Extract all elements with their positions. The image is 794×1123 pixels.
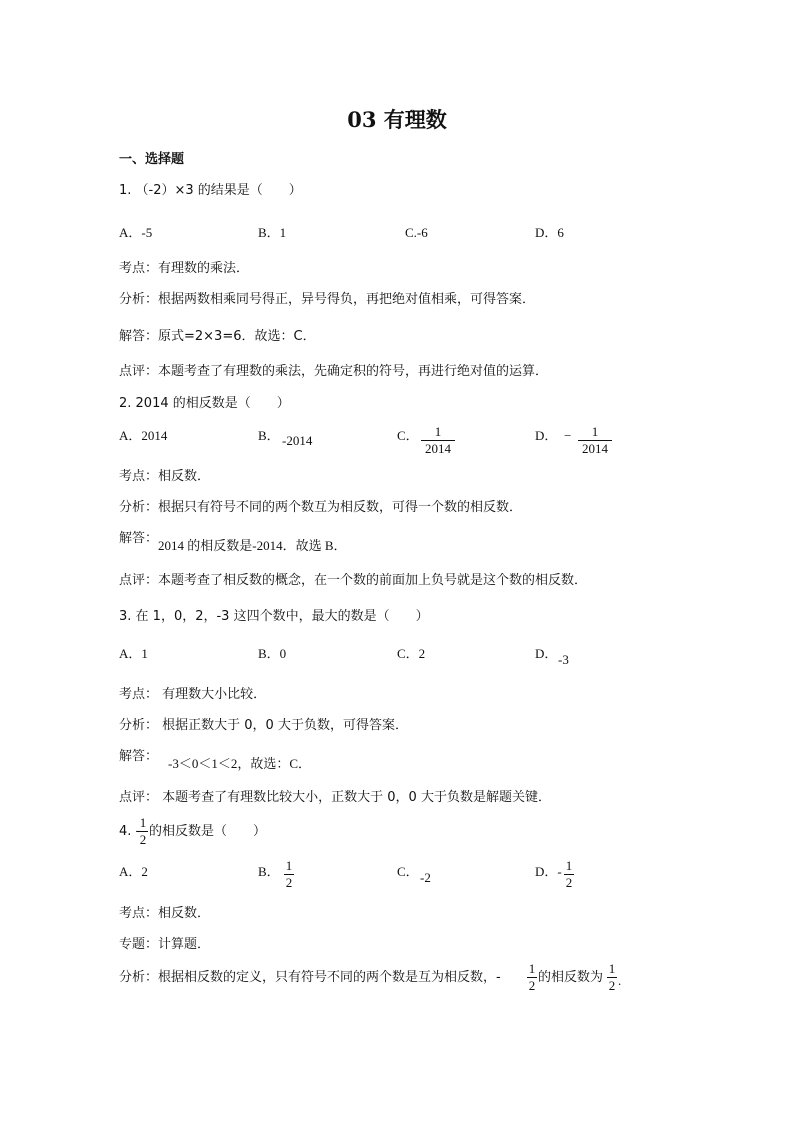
q4-option-b-denominator: 2 [285, 875, 293, 890]
q4-stem-suffix: 的相反数是（ ） [149, 824, 267, 839]
q3-option-b: B．0 [258, 646, 287, 661]
q2-option-d-numerator: 1 [591, 424, 599, 439]
q4-fenxi-fraction-1 [527, 962, 537, 993]
q4-fenxi-numerator-2: 1 [608, 961, 616, 976]
q1-option-a: A．-5 [119, 225, 153, 240]
q1-option-c: C.-6 [405, 225, 428, 240]
q1-kaodian: 考点：有理数的乘法． [119, 261, 250, 276]
section-heading: 一、选择题 [119, 152, 185, 167]
q2-option-d-fraction [578, 425, 612, 456]
q4-stem-denominator: 2 [139, 832, 147, 847]
q4-fenxi-fraction-2 [607, 962, 617, 993]
q4-fenxi-denominator-1: 2 [528, 978, 536, 993]
q4-option-d-fraction [564, 859, 574, 890]
q3-stem: 3. 在 1，0，2，-3 这四个数中，最大的数是（ ） [119, 609, 429, 624]
q2-fenxi: 分析：根据只有符号不同的两个数互为相反数，可得一个数的相反数． [119, 500, 523, 515]
q1-option-b: B．1 [258, 225, 287, 240]
q1-stem: 1. （-2）×3 的结果是（ ） [119, 183, 302, 198]
q2-option-d-sign: − [564, 428, 572, 443]
q3-dianping: 点评： 本题考查了有理数比较大小，正数大于 0，0 大于负数是解题关键． [119, 790, 551, 805]
q4-option-c-label: C． [397, 864, 419, 879]
q2-option-b-value: -2014 [282, 433, 313, 448]
q4-option-d-label: D．- [535, 864, 562, 879]
q4-fenxi-text: 分析：根据相反数的定义，只有符号不同的两个数是互为相反数，- [119, 970, 501, 985]
q3-kaodian: 考点： 有理数大小比较． [119, 687, 267, 702]
q4-kaodian: 考点：相反数． [119, 906, 211, 921]
q4-option-b-numerator: 1 [285, 858, 293, 873]
q1-jieda: 解答：原式=2×3=6．故选：C． [119, 329, 316, 344]
q4-option-a: A．2 [119, 864, 148, 879]
q4-option-b-fraction [284, 859, 294, 890]
q2-stem: 2. 2014 的相反数是（ ） [119, 396, 290, 411]
q4-option-b-label: B． [258, 864, 280, 879]
q2-dianping: 点评：本题考查了相反数的概念，在一个数的前面加上负号就是这个数的相反数． [119, 573, 588, 588]
q2-kaodian: 考点：相反数． [119, 469, 211, 484]
q2-jieda-label: 解答： [119, 531, 159, 546]
q2-option-b-label: B． [258, 428, 280, 443]
q3-jieda-text: -3＜0＜1＜2，故选：C． [168, 756, 312, 771]
q2-option-c-fraction [421, 425, 455, 456]
q4-fenxi-end: . [618, 973, 622, 988]
q2-option-c-denominator: 2014 [425, 441, 451, 456]
q4-fenxi-mid: 的相反数为 [538, 970, 604, 985]
q4-stem-fraction [138, 816, 148, 847]
q4-option-c-value: -2 [420, 870, 431, 885]
q3-jieda-label: 解答： [119, 749, 159, 764]
q4-option-d-numerator: 1 [565, 858, 573, 873]
q3-option-d-value: -3 [558, 652, 569, 667]
q3-option-a: A．1 [119, 646, 148, 661]
q4-zhuanti: 专题：计算题． [119, 937, 211, 952]
q4-stem-numerator: 1 [139, 815, 147, 830]
q1-dianping: 点评：本题考查了有理数的乘法，先确定积的符号，再进行绝对值的运算． [119, 364, 549, 379]
q3-option-d-label: D． [535, 646, 558, 661]
q4-stem-prefix: 4. - [119, 824, 141, 839]
document-title: 03 有理数 [347, 107, 447, 132]
q3-option-c: C．2 [397, 646, 426, 661]
q1-option-d: D．6 [535, 225, 564, 240]
q2-option-a: A．2014 [119, 428, 168, 443]
q2-option-d-denominator: 2014 [582, 441, 608, 456]
q2-option-d-label: D． [535, 428, 558, 443]
q2-jieda-text: 2014 的相反数是-2014．故选 B． [158, 538, 347, 553]
q1-fenxi: 分析：根据两数相乘同号得正，异号得负，再把绝对值相乘，可得答案． [119, 292, 536, 307]
q2-option-c-numerator: 1 [434, 424, 442, 439]
q4-option-d-denominator: 2 [565, 875, 573, 890]
q4-fenxi-denominator-2: 2 [608, 978, 616, 993]
q2-option-c-label: C． [397, 428, 419, 443]
q3-fenxi: 分析： 根据正数大于 0，0 大于负数，可得答案． [119, 718, 408, 733]
q4-fenxi-numerator-1: 1 [528, 961, 536, 976]
